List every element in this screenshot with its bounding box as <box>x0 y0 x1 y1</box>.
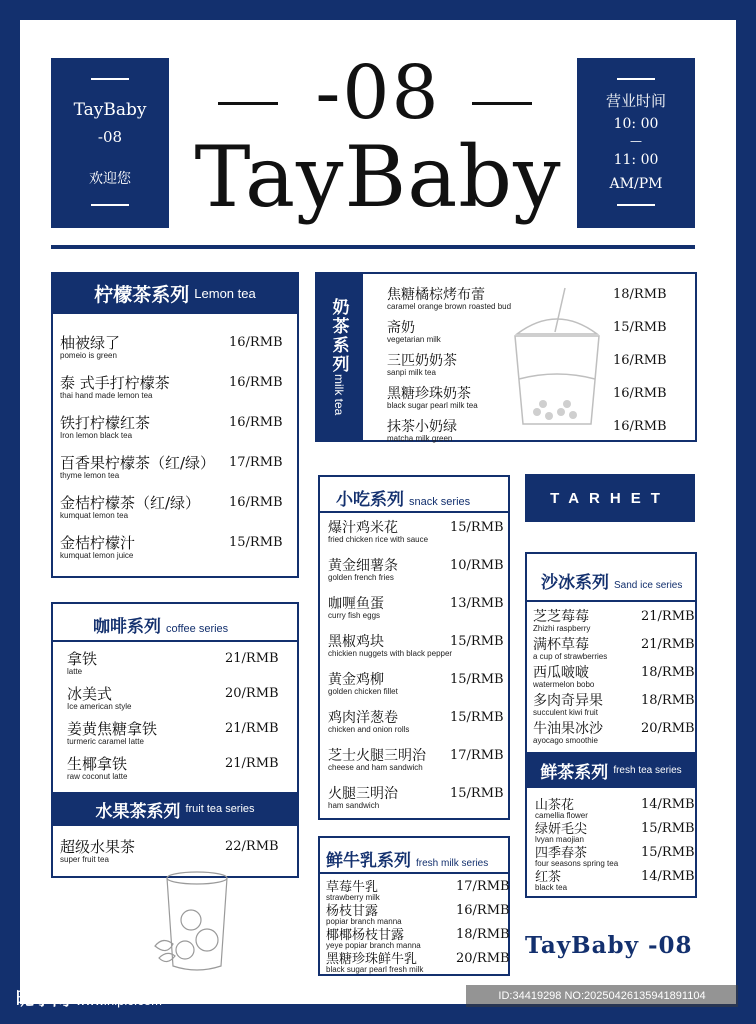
menu-item-price: 18/RMB <box>641 665 695 680</box>
fresh-milk-header <box>326 846 488 871</box>
menu-item-name: 椰椰杨枝甘露 <box>326 928 405 943</box>
menu-item-price: 16/RMB <box>613 353 667 368</box>
menu-item-price: 13/RMB <box>450 596 504 611</box>
menu-item-name-en: yeye popiar branch manna <box>326 941 421 950</box>
lemon-tea-title: 柠檬茶系列 <box>94 283 190 306</box>
menu-item-price: 10/RMB <box>450 558 504 573</box>
menu-item-name-en: golden chicken fillet <box>328 687 398 696</box>
menu-item-name: 山茶花 <box>535 798 575 813</box>
menu-item-name: 生椰拿铁 <box>67 755 128 773</box>
menu-item-name-en: cheese and ham sandwich <box>328 763 423 772</box>
hours-divider <box>617 78 655 80</box>
menu-item-price: 15/RMB <box>450 634 504 649</box>
menu-item-name-en: chicken and onion rolls <box>328 725 410 734</box>
fresh-milk-title: 鲜牛乳系列 <box>326 851 411 871</box>
menu-item-name: 黑糖珍珠鲜牛乳 <box>326 952 418 967</box>
menu-item-price: 21/RMB <box>225 721 279 736</box>
menu-item-name-en: thyme lemon tea <box>60 471 120 480</box>
menu-item-name-en: lvyan maojian <box>535 835 584 844</box>
coffee-title: 咖啡系列 <box>93 617 161 637</box>
menu-item-name-en: strawberry milk <box>326 893 380 902</box>
menu-item-price: 17/RMB <box>450 748 504 763</box>
menu-item-name-en: super fruit tea <box>60 855 109 864</box>
watermark-url: www.nipic.com <box>76 993 162 1008</box>
fresh-milk-header-rule <box>320 872 508 874</box>
hours-dash: — <box>630 134 642 148</box>
badge-brand: TayBaby <box>73 100 147 120</box>
menu-item-name: 芝士火腿三明治 <box>328 748 426 764</box>
milk-tea-cup-icon <box>507 284 607 434</box>
menu-item-price: 21/RMB <box>641 609 695 624</box>
menu-item-name-en: golden french fries <box>328 573 394 582</box>
hours-period: AM/PM <box>609 176 663 192</box>
menu-item-price: 21/RMB <box>225 756 279 771</box>
sand-ice-header <box>541 568 682 593</box>
hours-close: 11: 00 <box>613 152 659 168</box>
menu-item-name: 满杯草莓 <box>533 637 589 653</box>
snack-title-en: snack series <box>409 496 471 508</box>
menu-item-name-en: succulent kiwi fruit <box>533 708 598 717</box>
menu-item-name: 黑糖珍珠奶茶 <box>387 386 471 402</box>
milk-tea-section <box>315 272 697 442</box>
fruit-tea-glass-icon <box>145 866 235 976</box>
menu-item-price: 15/RMB <box>613 320 667 335</box>
menu-item-name-en: Zhizhi raspberry <box>533 624 591 633</box>
menu-item-name-en: turmeric caramel latte <box>67 737 144 746</box>
menu-item-name-en: a cup of strawberries <box>533 652 608 661</box>
menu-item-name-en: thai hand made lemon tea <box>60 391 153 400</box>
watermark-id: ID:34419298 NO:20250426135941891104 <box>466 985 738 1007</box>
menu-item-price: 16/RMB <box>229 415 283 430</box>
menu-item-price: 22/RMB <box>225 839 279 854</box>
watermark-logo <box>16 985 162 1011</box>
coffee-header <box>93 612 228 637</box>
menu-item-name-en: black tea <box>535 883 568 892</box>
menu-item-name-en: Iron lemon black tea <box>60 431 133 440</box>
sand-ice-title-en: Sand ice series <box>614 580 683 591</box>
menu-item-name-en: raw coconut latte <box>67 772 128 781</box>
menu-item-name-en: chickien nuggets with black pepper <box>328 649 453 658</box>
menu-page <box>20 20 736 1004</box>
menu-item-price: 17/RMB <box>456 879 510 894</box>
title-dash-right <box>472 102 532 105</box>
menu-item-name: 西瓜啵啵 <box>533 665 589 681</box>
menu-item-name: 百香果柠檬茶（红/绿） <box>60 454 216 472</box>
menu-item-price: 15/RMB <box>450 672 504 687</box>
title-brand: TayBaby <box>194 128 562 226</box>
menu-item-name-en: matcha milk green <box>387 434 453 443</box>
menu-item-name-en: fried chicken rice with sauce <box>328 535 429 544</box>
menu-item-name-en: camellia flower <box>535 811 588 820</box>
menu-item-price: 18/RMB <box>613 287 667 302</box>
lemon-tea-title-en: Lemon tea <box>194 285 256 301</box>
menu-item-name-en: black sugar pearl fresh milk <box>326 965 424 974</box>
menu-item-price: 15/RMB <box>641 821 695 836</box>
menu-item-name: 咖喱鱼蛋 <box>328 596 384 612</box>
coffee-title-en: coffee series <box>166 623 229 635</box>
menu-item-name: 芝芝莓莓 <box>533 609 589 625</box>
menu-item-name-en: four seasons spring tea <box>535 859 619 868</box>
menu-item-price: 18/RMB <box>456 927 510 942</box>
menu-item-price: 17/RMB <box>229 455 283 470</box>
snack-header-rule <box>320 511 508 513</box>
footer-brand: TayBaby -08 <box>525 932 693 959</box>
menu-item-name: 鸡肉洋葱卷 <box>328 710 398 726</box>
menu-item-price: 20/RMB <box>225 686 279 701</box>
menu-item-name: 牛油果冰沙 <box>533 721 603 737</box>
milk-tea-title: 奶茶系列 <box>328 298 349 375</box>
fresh-tea-title: 鲜茶系列 <box>540 762 609 783</box>
menu-item-price: 15/RMB <box>450 520 504 535</box>
coffee-header-rule <box>53 640 297 642</box>
menu-item-price: 16/RMB <box>613 386 667 401</box>
menu-item-name-en: curry fish eggs <box>328 611 381 620</box>
menu-item-price: 20/RMB <box>641 721 695 736</box>
menu-item-price: 14/RMB <box>641 797 695 812</box>
sand-ice-title: 沙冰系列 <box>541 573 609 593</box>
menu-item-name: 杨枝甘露 <box>326 904 379 919</box>
menu-item-name-en: ham sandwich <box>328 801 380 810</box>
menu-item-price: 18/RMB <box>641 693 695 708</box>
fruit-tea-title: 水果茶系列 <box>95 801 181 822</box>
badge-welcome: 欢迎您 <box>89 171 131 187</box>
menu-item-name: 火腿三明治 <box>328 786 398 802</box>
menu-item-price: 16/RMB <box>613 419 667 434</box>
fresh-tea-header <box>525 752 697 788</box>
milk-tea-title-en: milk tea <box>332 374 346 416</box>
menu-item-name-en: kumquat lemon juice <box>60 551 134 560</box>
menu-item-name: 绿妍毛尖 <box>535 822 588 837</box>
menu-item-price: 14/RMB <box>641 869 695 884</box>
menu-item-name-en: pomeio is green <box>60 351 117 360</box>
hours-badge <box>577 58 695 228</box>
menu-item-name: 草莓牛乳 <box>326 880 379 895</box>
menu-item-name: 黄金鸡柳 <box>328 672 384 688</box>
menu-item-name-en: popiar branch manna <box>326 917 402 926</box>
menu-item-price: 21/RMB <box>225 651 279 666</box>
menu-item-name: 冰美式 <box>67 685 113 703</box>
menu-item-price: 15/RMB <box>641 845 695 860</box>
menu-item-name-en: kumquat lemon tea <box>60 511 129 520</box>
menu-item-name: 红茶 <box>535 870 562 885</box>
menu-item-name: 黄金细薯条 <box>328 558 398 574</box>
hours-label: 营业时间 <box>605 92 666 110</box>
sand-ice-header-rule <box>527 600 695 602</box>
snack-section <box>318 475 510 820</box>
menu-item-price: 16/RMB <box>229 375 283 390</box>
menu-item-name: 超级水果茶 <box>60 838 136 856</box>
fruit-tea-header <box>51 792 299 826</box>
fresh-milk-section <box>318 836 510 976</box>
menu-item-name-en: black sugar pearl milk tea <box>387 401 478 410</box>
menu-item-name: 铁打柠檬红茶 <box>60 414 151 432</box>
menu-item-price: 21/RMB <box>641 637 695 652</box>
menu-item-name: 四季春茶 <box>535 846 588 861</box>
menu-item-name: 抹茶小奶绿 <box>387 419 457 435</box>
fresh-milk-title-en: fresh milk series <box>416 858 489 869</box>
badge-number: -08 <box>97 128 123 146</box>
lemon-tea-header <box>51 272 299 314</box>
menu-item-name: 三匹奶奶茶 <box>387 353 457 369</box>
snack-header <box>336 485 470 510</box>
menu-item-price: 16/RMB <box>456 903 510 918</box>
tarhet-banner: TARHET <box>525 474 695 522</box>
menu-item-name: 斋奶 <box>387 320 415 336</box>
menu-item-name: 姜黄焦糖拿铁 <box>67 720 158 738</box>
menu-item-name: 多肉奇异果 <box>533 693 603 709</box>
menu-item-name: 泰 式手打柠檬茶 <box>60 374 170 392</box>
coffee-section <box>51 602 299 878</box>
lemon-tea-section <box>51 272 299 578</box>
fresh-tea-title-en: fresh tea series <box>613 764 682 776</box>
menu-item-name: 爆汁鸡米花 <box>328 520 398 536</box>
menu-item-name: 金桔柠檬汁 <box>60 534 136 552</box>
menu-item-name-en: latte <box>67 667 83 676</box>
milk-tea-header <box>315 272 363 442</box>
menu-item-price: 15/RMB <box>450 710 504 725</box>
menu-item-price: 15/RMB <box>229 535 283 550</box>
menu-item-name-en: vegetarian milk <box>387 335 441 344</box>
menu-item-name-en: Ice american style <box>67 702 132 711</box>
menu-item-name: 黑椒鸡块 <box>328 634 384 650</box>
menu-item-price: 15/RMB <box>450 786 504 801</box>
sand-ice-section <box>525 552 697 898</box>
header-divider <box>51 245 695 249</box>
snack-title: 小吃系列 <box>336 490 404 510</box>
title-number: -08 <box>315 50 441 136</box>
menu-item-name-en: sanpi milk tea <box>387 368 436 377</box>
menu-item-name: 柚被绿了 <box>60 334 121 352</box>
menu-item-name-en: ayocago smoothie <box>533 736 598 745</box>
hours-divider <box>617 204 655 206</box>
menu-item-name-en: watermelon bobo <box>533 680 595 689</box>
menu-item-price: 16/RMB <box>229 335 283 350</box>
hours-open: 10: 00 <box>613 116 659 132</box>
menu-item-name-en: caramel orange brown roasted bud <box>387 302 512 311</box>
menu-item-name: 金桔柠檬茶（红/绿） <box>60 494 201 512</box>
menu-item-price: 16/RMB <box>229 495 283 510</box>
menu-item-name: 焦糖橘棕烤布蕾 <box>387 287 485 303</box>
fruit-tea-title-en: fruit tea series <box>185 803 255 815</box>
menu-item-name: 拿铁 <box>67 650 98 668</box>
menu-item-price: 20/RMB <box>456 951 510 966</box>
watermark-site: 昵享网 <box>16 989 70 1010</box>
